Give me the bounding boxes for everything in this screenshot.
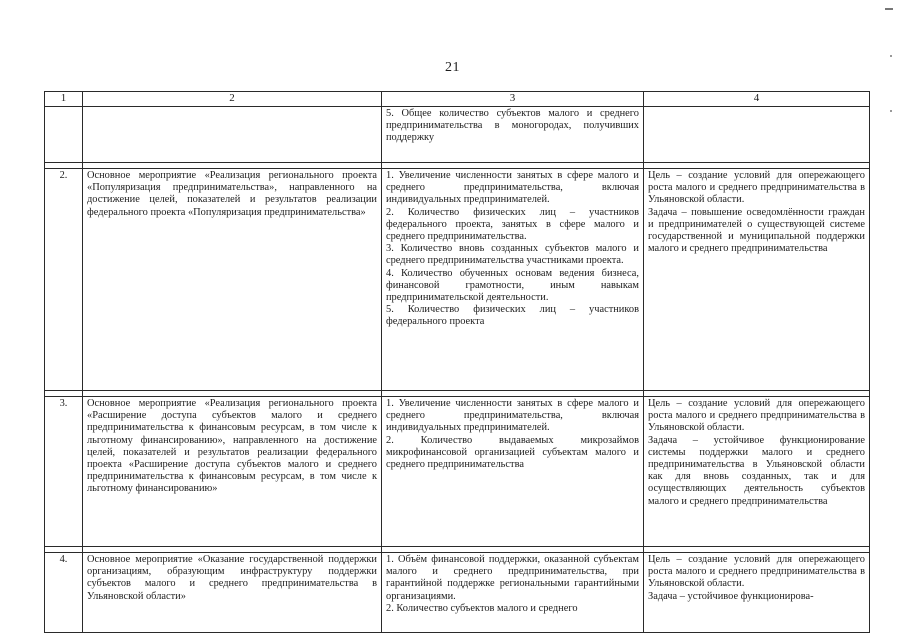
goal-item: Цель – создание условий для опережающего роста малого и среднего предпринимательства в Ульяновской области. (648, 170, 865, 206)
indicator-item: 5. Количество физических лиц – участников федерального проекта (386, 304, 639, 328)
row-number: 4. (45, 553, 83, 633)
indicators-cell (382, 397, 644, 547)
task-item: Задача – устойчивое функционирование системы поддержки малого и среднего предпринимательства в Ульяновской области как для вновь созданных, так и для осуществляющих деятельность субъектов малого и среднего предпринимательства (648, 434, 865, 507)
goals-cell (644, 169, 870, 391)
activity-cell: Основное мероприятие «Реализация регионального проекта «Популяризация предпринимательства», направленного на достижение целей, показателей и результатов реализации федерального проекта «Популяризация предпринимательства» (83, 169, 382, 391)
row-number (45, 107, 83, 163)
task-item: Задача – повышение осведомлённости граждан и предпринимателей о существующей системе государственной и муниципальной поддержки малого и среднего предпринимательства (648, 206, 865, 255)
table-row-4 (45, 553, 870, 633)
program-table (44, 91, 870, 633)
activity-cell: Основное мероприятие «Оказание государственной поддержки организациям, образующим инфраструктуру поддержки субъектов малого и среднего предпринимательства в Ульяновской области» (83, 553, 382, 633)
goals-cell (644, 553, 870, 633)
margin-scan-dot (890, 110, 892, 112)
goals-cell (644, 397, 870, 547)
indicator-item: 1. Увеличение численности занятых в сфере малого и среднего предпринимательства, включая индивидуальных предпринимателей. (386, 398, 639, 434)
goals-cell (644, 107, 870, 163)
task-item: Задача – устойчивое функционирова- (648, 590, 814, 602)
header-col-1: 1 (45, 92, 83, 107)
row-number: 2. (45, 169, 83, 391)
corner-scan-mark (885, 8, 893, 10)
indicators-cell (382, 169, 644, 391)
goal-item: Цель – создание условий для опережающего роста малого и среднего предпринимательства в Ульяновской области. (648, 398, 865, 434)
table-row-continuation (45, 107, 870, 163)
indicator-item: 2. Количество субъектов малого и среднего (386, 602, 578, 614)
goal-item: Цель – создание условий для опережающего роста малого и среднего предпринимательства в Ульяновской области. (648, 554, 865, 590)
header-col-2: 2 (83, 92, 382, 107)
activity-cell: Основное мероприятие «Реализация регионального проекта «Расширение доступа субъектов малого и среднего предпринимательства к финансовым ресурсам, в том числе к льготному финансированию», направленного на достижение целей, показателей и результатов реализации федерального проекта «Расширение доступа субъектов малого и среднего предпринимательства к финансовым ресурсам, в том числе к льготному финансированию» (83, 397, 382, 547)
row-number: 3. (45, 397, 83, 547)
indicator-item: 4. Количество обученных основам ведения бизнеса, финансовой грамотности, иным навыкам предпринимательской деятельности. (386, 267, 639, 304)
page-number: 21 (445, 60, 460, 75)
table-row-3 (45, 397, 870, 547)
header-row (45, 92, 870, 107)
indicator-item: 1. Объём финансовой поддержки, оказанной субъектам малого и среднего предпринимательства, при гарантийной поддержке региональными гарантийными организациями. (386, 554, 639, 602)
indicator-item: 2. Количество выдаваемых микрозаймов микрофинансовой организацией субъектам малого и среднего предпринимательства (386, 434, 639, 471)
header-col-3: 3 (382, 92, 644, 107)
activity-cell (83, 107, 382, 163)
indicators-cell (382, 553, 644, 633)
indicators-cell: 5. Общее количество субъектов малого и среднего предпринимательства в моногородах, получивших поддержку (382, 107, 644, 163)
indicator-item: 1. Увеличение численности занятых в сфере малого и среднего предпринимательства, включая индивидуальных предпринимателей. (386, 170, 639, 206)
margin-scan-dot (890, 55, 892, 57)
table-row-2 (45, 169, 870, 391)
header-col-4: 4 (644, 92, 870, 107)
indicator-item: 3. Количество вновь созданных субъектов малого и среднего предпринимательства участниками проекта. (386, 243, 639, 267)
indicator-item: 2. Количество физических лиц – участников федерального проекта, занятых в сфере малого и среднего предпринимательства. (386, 206, 639, 243)
